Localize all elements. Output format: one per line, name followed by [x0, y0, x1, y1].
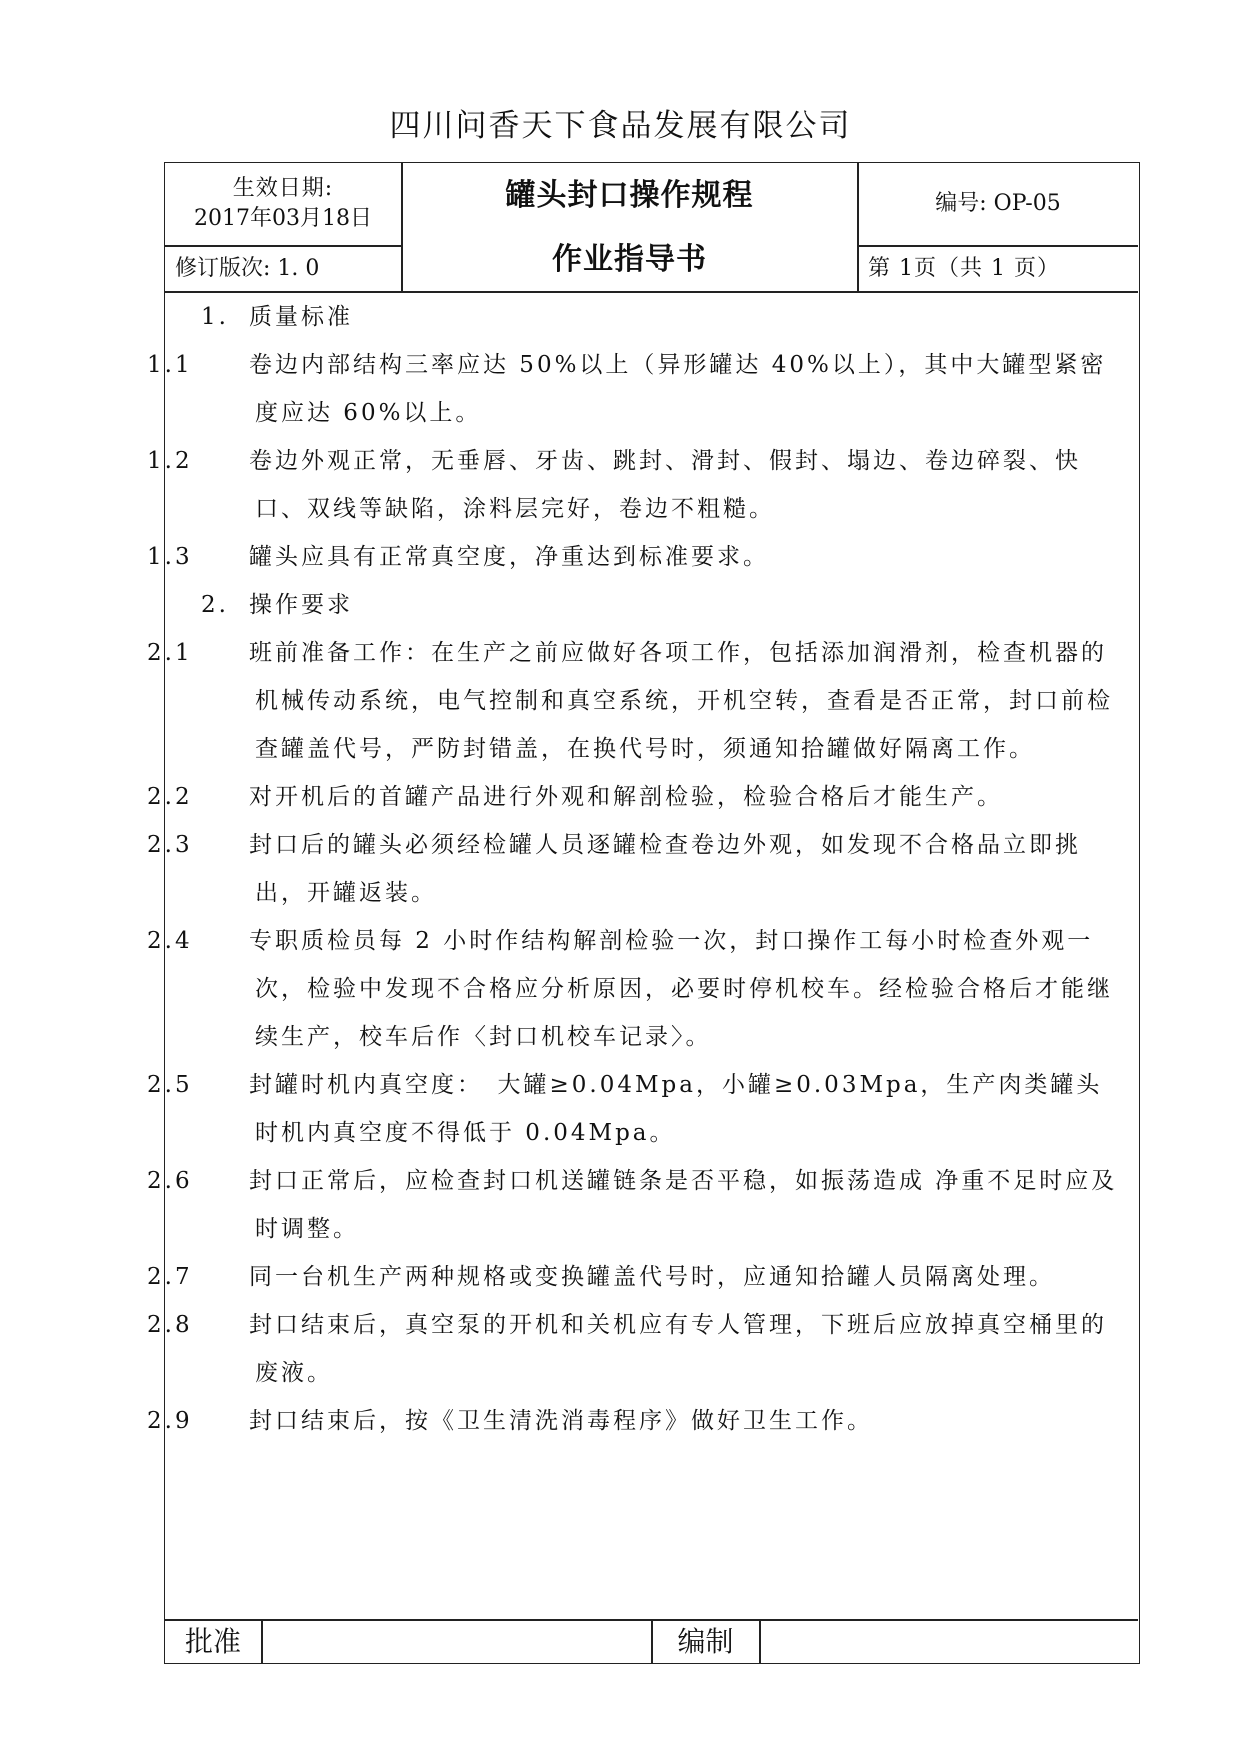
list-item: 2.4 专职质检员每 2 小时作结构解剖检验一次，封口操作工每小时检查外观一次，检验中发现不合格应分析原因，必要时停机校车。经检验合格后才能继续生产，校车后作〈封口机校车记录〉。 [147, 928, 1113, 1050]
prepare-field[interactable] [760, 1620, 1138, 1663]
section-heading: 1. 质量标准 [201, 304, 353, 330]
list-item: 1.1 卷边内部结构三率应达 50%以上（异形罐达 40%以上），其中大罐型紧密度应达 60%以上。 [147, 352, 1107, 426]
list-item: 2.2 对开机后的首罐产品进行外观和解剖检验，检验合格后才能生产。 [147, 784, 1003, 810]
list-item: 2.5 封罐时机内真空度： 大罐≥0.04Mpa，小罐≥0.03Mpa，生产肉类罐头时机内真空度不得低于 0.04Mpa。 [147, 1072, 1103, 1146]
effective-date-value: 2017年03月18日 [194, 206, 372, 231]
page-info-cell [858, 246, 1138, 291]
procedure-content [147, 293, 1121, 1445]
list-item: 1.3 罐头应具有正常真空度，净重达到标准要求。 [147, 544, 769, 570]
title-line1: 罐头封口操作规程 [505, 178, 754, 213]
section-heading: 2. 操作要求 [201, 592, 353, 618]
approve-field[interactable] [262, 1620, 651, 1663]
document-table [147, 162, 1140, 1664]
list-item: 2.9 封口结束后，按《卫生清洗消毒程序》做好卫生工作。 [147, 1408, 873, 1434]
effective-date-cell [165, 163, 401, 245]
revision-text: 修订版次: 1. 0 [175, 255, 320, 281]
doc-number: 编号: OP-05 [935, 191, 1061, 216]
effective-date-label: 生效日期: [232, 176, 334, 201]
list-item: 2.6 封口正常后，应检查封口机送罐链条是否平稳，如振荡造成 净重不足时应及时调整。 [147, 1168, 1118, 1242]
page-info: 第 1页（共 1 页） [868, 255, 1060, 281]
doc-number-cell [858, 163, 1138, 245]
company-name: 四川问香天下食品发展有限公司 [389, 108, 852, 144]
list-item: 1.2 卷边外观正常，无垂唇、牙齿、跳封、滑封、假封、塌边、卷边碎裂、快口、双线等缺陷，涂料层完好，卷边不粗糙。 [147, 448, 1081, 522]
list-item: 2.1 班前准备工作：在生产之前应做好各项工作，包括添加润滑剂，检查机器的机械传动系统，电气控制和真空系统，开机空转，查看是否正常，封口前检查罐盖代号，严防封错盖，在换代号时，须通知拾罐做好隔离工作。 [147, 640, 1113, 762]
revision-cell [165, 246, 401, 291]
list-item: 2.8 封口结束后，真空泵的开机和关机应有专人管理，下班后应放掉真空桶里的废液。 [147, 1312, 1107, 1386]
prepare-label: 编制 [677, 1624, 734, 1658]
approve-label: 批准 [184, 1624, 241, 1658]
list-item: 2.7 同一台机生产两种规格或变换罐盖代号时，应通知拾罐人员隔离处理。 [147, 1264, 1055, 1290]
list-item: 2.3 封口后的罐头必须经检罐人员逐罐检查卷边外观，如发现不合格品立即挑出，开罐返装。 [147, 832, 1081, 906]
title-line2: 作业指导书 [552, 242, 707, 277]
